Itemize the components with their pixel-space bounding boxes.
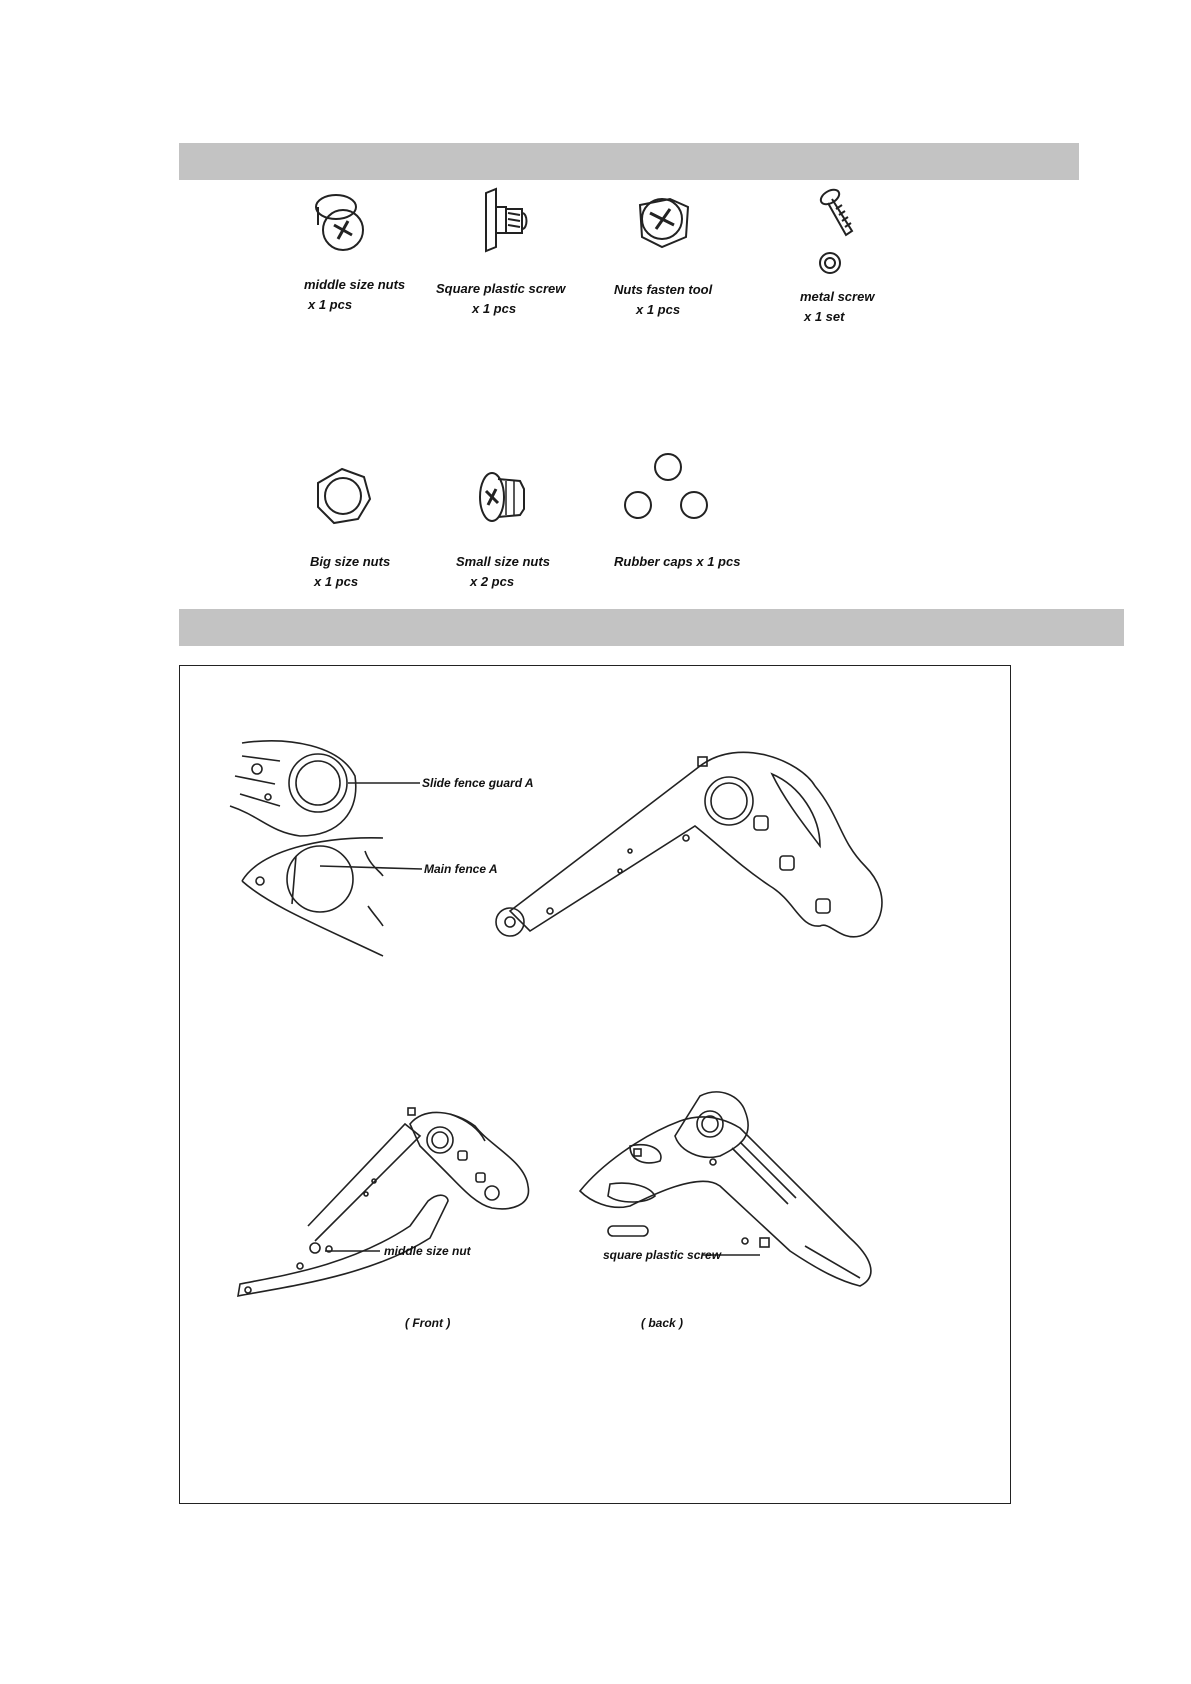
- callout-middle-size-nut: middle size nut: [384, 1244, 471, 1258]
- caption-back: ( back ): [641, 1316, 684, 1330]
- callout-main-fence: Main fence A: [424, 862, 498, 876]
- part-middle-size-nuts: [300, 185, 420, 315]
- part-name: Big size nuts: [310, 554, 391, 569]
- assembly-section-header-bar: [179, 609, 1124, 646]
- part-name: Square plastic screw: [436, 281, 566, 296]
- slide-fence-guard-detail: [230, 741, 356, 836]
- callout-slide-fence-guard: Slide fence guard A: [422, 776, 534, 790]
- part-qty: x 1 pcs: [314, 574, 359, 589]
- big-size-nut-icon: [312, 465, 372, 525]
- part-metal-screw: [800, 185, 910, 325]
- part-square-plastic-screw: [432, 185, 592, 315]
- front-view: [238, 1108, 528, 1296]
- part-qty: x 2 pcs: [470, 574, 515, 589]
- part-small-size-nuts: [456, 465, 586, 595]
- leader-main-fence: [320, 866, 422, 869]
- part-nuts-fasten-tool: [612, 185, 752, 315]
- main-fence-detail: [242, 838, 383, 956]
- parts-section-header-bar: [179, 143, 1079, 180]
- nuts-fasten-tool-icon: [630, 185, 700, 255]
- small-size-nut-icon: [472, 469, 552, 529]
- part-qty: x 1 pcs: [308, 297, 353, 312]
- part-name: metal screw: [800, 289, 875, 304]
- square-plastic-screw-icon: [472, 185, 552, 260]
- assembled-fence-top: [496, 752, 882, 937]
- part-qty: x 1 set: [804, 309, 845, 324]
- part-qty: x 1 pcs: [472, 301, 517, 316]
- assembly-diagram-frame: [179, 665, 1011, 1504]
- part-rubber-caps: [614, 450, 774, 590]
- middle-size-nut-icon: [308, 185, 378, 255]
- part-name: Small size nuts: [456, 554, 550, 569]
- part-name: Nuts fasten tool: [614, 282, 713, 297]
- part-big-size-nuts: [306, 465, 426, 595]
- assembly-diagram: [180, 666, 1010, 1502]
- callout-square-plastic-screw: square plastic screw: [603, 1248, 722, 1262]
- part-name: Rubber caps x 1 pcs: [614, 554, 741, 569]
- metal-screw-icon: [810, 185, 880, 275]
- part-qty: x 1 pcs: [636, 302, 681, 317]
- part-name: middle size nuts: [304, 277, 406, 292]
- caption-front: ( Front ): [405, 1316, 451, 1330]
- rubber-caps-icon: [614, 450, 714, 530]
